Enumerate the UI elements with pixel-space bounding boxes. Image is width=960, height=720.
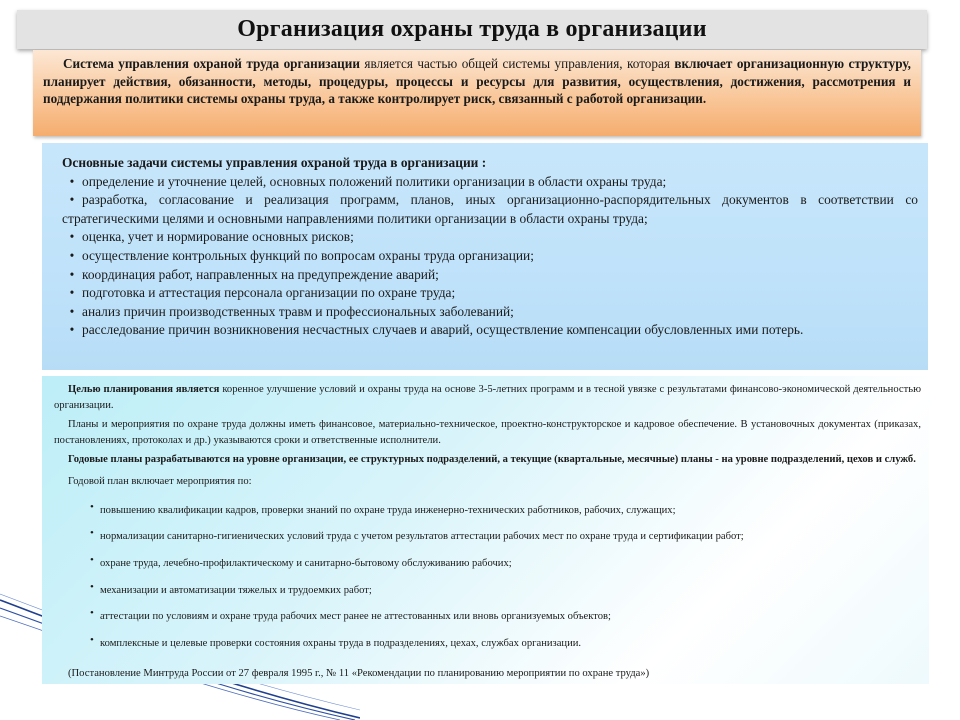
bullet-icon: • [69, 229, 75, 245]
task-text: разработка, согласование и реализация программ, планов, иных организационно-распорядительных документов в соответствии со стратегическими целями и основными направлениями политики организации в области охраны труда; [62, 192, 918, 226]
planning-support-text: Планы и мероприятия по охране труда должны иметь финансовое, материально-техническое, проектно-конструкторское и кадровое обеспечение. В установочных документах (приказах, постановлениях, протоколах и др.) указываются сроки и ответственные исполнители. [54, 419, 921, 446]
list-item [62, 173, 918, 192]
tasks-box [42, 143, 928, 370]
list-item [62, 266, 918, 285]
planning-goal [54, 382, 921, 413]
task-text: подготовка и аттестация персонала организации по охране труда; [82, 285, 456, 301]
measure-text: комплексные и целевые проверки состояния охраны труда в подразделениях, цехах, службах организации. [100, 638, 582, 650]
task-text: координация работ, направленных на предупреждение аварий; [82, 266, 439, 282]
task-text: анализ причин производственных травм и профессиональных заболеваний; [82, 303, 514, 319]
annual-plans-text [54, 452, 921, 468]
list-item [90, 522, 921, 549]
planning-goal-text: коренное улучшение условий и охраны труда на основе 3-5-летних программ и в тесной увязке с результатами финансово-экономической деятельностью организации. [54, 384, 921, 411]
intro-box [33, 50, 921, 136]
bullet-icon: • [69, 247, 75, 263]
measure-text: механизации и автоматизации тяжелых и трудоемких работ; [100, 584, 372, 596]
annual-plan-intro: Годовой план включает мероприятия по: [68, 475, 252, 487]
bullet-icon: • [69, 266, 75, 282]
measure-text: повышению квалификации кадров, проверки знаний по охране труда инженерно-технических работников, рабочих, служащих; [100, 504, 676, 516]
bullet-icon: • [69, 322, 75, 338]
list-item [62, 321, 918, 340]
list-item [90, 576, 921, 603]
title-bar [17, 10, 927, 49]
bullet-icon: • [90, 580, 94, 593]
planning-box [42, 376, 929, 684]
task-text: определение и уточнение целей, основных положений политики организации в области охраны труда; [82, 173, 667, 189]
list-item [90, 629, 921, 656]
list-item [62, 247, 918, 266]
bullet-icon: • [69, 173, 75, 189]
bullet-icon: • [90, 607, 94, 620]
measure-text: аттестации по условиям и охране труда рабочих мест ранее не аттестованных или вновь организуемых объектов; [100, 611, 612, 623]
list-item [90, 602, 921, 629]
bullet-icon: • [90, 527, 94, 540]
bullet-icon: • [90, 500, 94, 513]
bullet-icon: • [69, 192, 75, 208]
intro-text: является частью общей системы управления, которая [359, 56, 675, 71]
list-item [62, 191, 918, 228]
list-item [62, 228, 918, 247]
list-item [62, 303, 918, 322]
intro-definition: включает организационную структуру, планирует действия, обязанности, методы, процедуры, процессы и ресурсы для развития, осуществления, достижения, рассмотрения и поддержания политики системы охраны труда, а также контролирует риск, связанный с работой организации. [43, 56, 911, 106]
intro-paragraph [43, 55, 911, 108]
page-title: Организация охраны труда в организации [237, 16, 707, 42]
bullet-icon: • [90, 634, 94, 647]
list-item [90, 549, 921, 576]
measure-text: нормализации санитарно-гигиенических условий труда с учетом результатов аттестации рабочих мест по охране труда и сертификации работ; [100, 531, 744, 543]
bullet-icon: • [90, 553, 94, 566]
tasks-heading: Основные задачи системы управления охраной труда в организации : [62, 155, 487, 170]
task-text: расследование причин возникновения несчастных случаев и аварий, осуществление компенсации обусловленных ими потерь. [82, 322, 804, 338]
tasks-list [62, 173, 918, 340]
bullet-icon: • [69, 303, 75, 319]
planning-goal-label: Целью планирования является [68, 384, 220, 395]
measures-list [90, 496, 921, 656]
bullet-icon: • [69, 285, 75, 301]
measure-text: охране труда, лечебно-профилактическому и санитарно-бытовому обслуживанию рабочих; [100, 557, 512, 569]
intro-term: Система управления охраной труда организации [63, 56, 360, 71]
list-item [90, 496, 921, 523]
annual-plans-bold: Годовые планы разрабатываются на уровне организации, ее структурных подразделений, а текущие (квартальные, месячные) планы - на уровне подразделений, цехов и служб. [68, 454, 916, 466]
legal-reference: (Постановление Минтруда России от 27 февраля 1995 г., № 11 «Рекомендации по планированию мероприятии по охране труда») [68, 667, 650, 679]
task-text: оценка, учет и нормирование основных рисков; [82, 229, 354, 245]
task-text: осуществление контрольных функций по вопросам охраны труда организации; [82, 247, 534, 263]
list-item [62, 284, 918, 303]
